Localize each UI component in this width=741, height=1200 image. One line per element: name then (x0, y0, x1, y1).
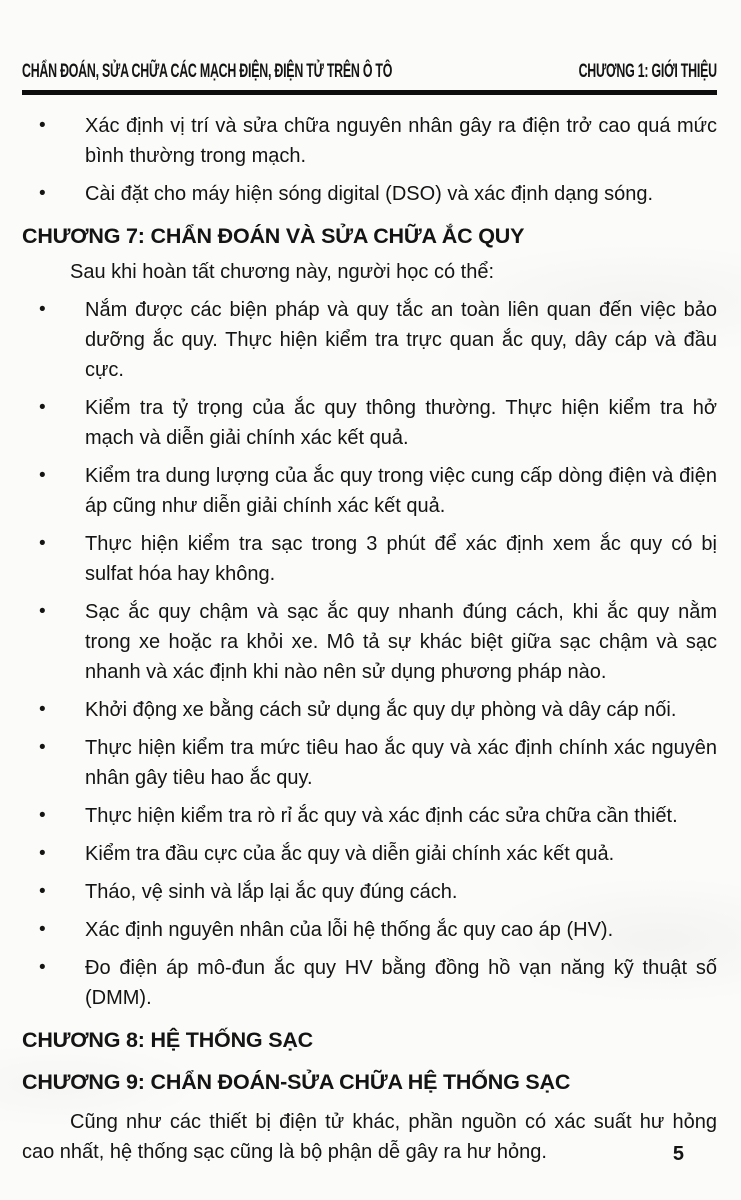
list-item (22, 877, 717, 907)
bullet-icon: • (39, 600, 46, 622)
page-number: 5 (672, 1143, 684, 1165)
list-item-text: Sạc ắc quy chậm và sạc ắc quy nhanh đúng cách, khi ắc quy nằm trong xe hoặc ra khỏi xe. Mô tả sự khác biệt giữa sạc chậm và sạc nhanh và xác định khi nào nên sử dụng phương pháp nào. (85, 600, 717, 683)
chapter7-heading: CHƯƠNG 7: CHẨN ĐOÁN VÀ SỬA CHỮA ẮC QUY (22, 223, 525, 248)
running-header (22, 60, 717, 87)
bullet-icon: • (39, 532, 46, 554)
intro-bullet-list (22, 111, 717, 209)
list-item-text: Nắm được các biện pháp và quy tắc an toàn liên quan đến việc bảo dưỡng ắc quy. Thực hiện kiểm tra trực quan ắc quy, dây cáp và đầu cực. (85, 298, 717, 381)
bullet-icon: • (39, 736, 46, 758)
chapter7-lead: Sau khi hoàn tất chương này, người học có thể: (70, 260, 495, 283)
chapter9-paragraph: Cũng như các thiết bị điện tử khác, phần nguồn có xác suất hư hỏng cao nhất, hệ thống sạc cũng là bộ phận dễ gây ra hư hỏng. (22, 1110, 717, 1163)
list-item (22, 733, 717, 793)
list-item (22, 529, 717, 589)
list-item-text: Thực hiện kiểm tra mức tiêu hao ắc quy và xác định chính xác nguyên nhân gây tiêu hao ắc quy. (85, 736, 717, 789)
bullet-icon: • (39, 956, 46, 978)
list-item-text: Thực hiện kiểm tra rò rỉ ắc quy và xác định các sửa chữa cần thiết. (85, 804, 678, 827)
list-item (22, 597, 717, 687)
bullet-icon: • (39, 918, 46, 940)
list-item (22, 111, 717, 171)
bullet-icon: • (39, 698, 46, 720)
chapter8-heading: CHƯƠNG 8: HỆ THỐNG SẠC (22, 1027, 313, 1052)
list-item-text: Kiểm tra dung lượng của ắc quy trong việc cung cấp dòng điện và điện áp cũng như diễn giải chính xác kết quả. (85, 464, 717, 517)
list-item-text: Kiểm tra tỷ trọng của ắc quy thông thường. Thực hiện kiểm tra hở mạch và diễn giải chính xác kết quả. (85, 396, 717, 449)
bullet-icon: • (39, 114, 46, 136)
bullet-icon: • (39, 842, 46, 864)
bullet-icon: • (39, 182, 46, 204)
header-rule (22, 90, 717, 95)
list-item-text: Thực hiện kiểm tra sạc trong 3 phút để xác định xem ắc quy có bị sulfat hóa hay không. (85, 532, 717, 585)
list-item (22, 393, 717, 453)
bullet-icon: • (39, 804, 46, 826)
bullet-icon: • (39, 464, 46, 486)
bullet-icon: • (39, 880, 46, 902)
list-item (22, 461, 717, 521)
list-item-text: Đo điện áp mô-đun ắc quy HV bằng đồng hồ vạn năng kỹ thuật số (DMM). (85, 956, 717, 1009)
chapter9-heading: CHƯƠNG 9: CHẨN ĐOÁN-SỬA CHỮA HỆ THỐNG SẠC (22, 1069, 571, 1094)
list-item (22, 953, 717, 1013)
list-item (22, 915, 717, 945)
list-item-text: Kiểm tra đầu cực của ắc quy và diễn giải chính xác kết quả. (85, 842, 615, 865)
bullet-icon: • (39, 298, 46, 320)
list-item (22, 839, 717, 869)
list-item (22, 295, 717, 385)
chapter7-bullet-list (22, 295, 717, 1013)
header-book-title: CHẨN ĐOÁN, SỬA CHỮA CÁC MẠCH ĐIỆN, ĐIỆN TỬ TRÊN Ô TÔ (22, 60, 393, 83)
list-item-text: Khởi động xe bằng cách sử dụng ắc quy dự phòng và dây cáp nối. (85, 698, 677, 721)
list-item-text: Xác định nguyên nhân của lỗi hệ thống ắc quy cao áp (HV). (85, 918, 614, 941)
list-item (22, 179, 717, 209)
header-chapter-label: CHƯƠNG 1: GIỚI THIỆU (578, 60, 717, 83)
bullet-icon: • (39, 396, 46, 418)
list-item (22, 695, 717, 725)
list-item-text: Xác định vị trí và sửa chữa nguyên nhân gây ra điện trở cao quá mức bình thường trong mạch. (85, 114, 717, 167)
page-content (22, 111, 717, 1167)
list-item-text: Cài đặt cho máy hiện sóng digital (DSO) và xác định dạng sóng. (85, 182, 654, 205)
list-item (22, 801, 717, 831)
list-item-text: Tháo, vệ sinh và lắp lại ắc quy đúng cách. (85, 880, 458, 903)
